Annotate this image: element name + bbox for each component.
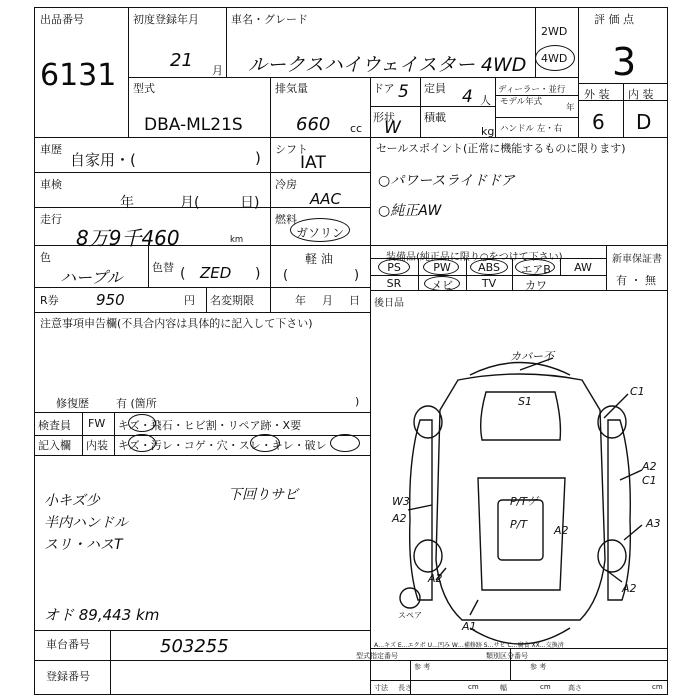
first-registration-year: 21 [170, 50, 193, 71]
note-line-2: 半内ハンドル [44, 515, 128, 531]
diagram-mark-w3: W3 [392, 495, 410, 508]
fw-label: FW [88, 417, 106, 430]
model-label: 型式 [133, 82, 155, 95]
repair-label: 修復歴 [56, 397, 89, 410]
inspection-label: 車検 [40, 178, 62, 191]
type-code-ref: 参 考 [414, 663, 431, 671]
model-value: DBA-ML21S [144, 115, 243, 135]
load-label: 積載 [424, 111, 446, 124]
category-label: 類別区分番号 [486, 652, 528, 660]
interior-items: キズ・汚レ・コゲ・穴・スレ・キレ・破レ [118, 439, 327, 452]
history-value: 自家用・( [70, 151, 136, 169]
score-value: 3 [612, 40, 637, 84]
doors-value: 5 [398, 82, 409, 102]
diagram-mark-a1: A1 [462, 620, 477, 633]
inspection-year: 年 [120, 195, 134, 211]
equip-tv: TV [481, 277, 497, 290]
mileage-unit: km [230, 235, 244, 245]
repair-close: ) [355, 395, 360, 408]
diagram-mark-a2-right: A2 [642, 460, 657, 473]
warranty-value: 有 ・ 無 [616, 274, 656, 287]
recycle-ticket-value: 950 [96, 291, 125, 309]
repair-value: 有 (箇所 [116, 397, 157, 410]
drive-2wd: 2WD [541, 25, 568, 38]
interior-check-label: 内装 [86, 439, 108, 452]
damage-legend: A…キズ E…エクボ U…凹み W…補修跡 S…サビ C…腐食 XX…交換済 [374, 642, 564, 649]
displacement-value: 660 [296, 114, 331, 135]
inspection-day: 日) [240, 195, 260, 211]
shift-value: IAT [300, 153, 326, 173]
handle-label: ハンドル 左・右 [500, 124, 563, 134]
name-grade-label: 車名・グレード [231, 13, 308, 26]
history-label: 車歴 [40, 143, 62, 156]
spare-label: スペア [398, 611, 422, 620]
color-value: ハープル [60, 268, 123, 287]
category-ref: 参 考 [530, 663, 547, 671]
first-registration-label: 初度登録年月 [133, 13, 199, 26]
equip-aw: AW [574, 261, 592, 274]
doors-label: ドア [373, 82, 395, 95]
sales-points-label: セールスポイント(正常に機能するものに限ります) [376, 142, 626, 155]
warranty-label: 新車保証書 [612, 254, 662, 265]
chassis-value: 503255 [160, 636, 229, 657]
length-unit: cm [468, 683, 479, 691]
aircon-label: 冷房 [275, 178, 297, 191]
equipment-label: 装備品(純正品に限り○をつけて下さい) [386, 252, 563, 263]
lot-number: 6131 [40, 58, 117, 93]
diagram-mark-c1-top: C1 [630, 385, 645, 398]
back-seat-label: 後日品 [374, 298, 404, 309]
width-unit: cm [540, 683, 551, 691]
mileage-label: 走行 [40, 213, 62, 226]
height-label: 高さ [568, 684, 582, 692]
equip-airbag: エアB [521, 263, 551, 276]
notes-label: 注意事項申告欄(不具合内容は具体的に記入して下さい) [40, 317, 313, 330]
mileage-value: 8万9千460 [76, 226, 180, 250]
dealer-label: ディーラー・並行 [498, 85, 566, 95]
color-label: 色 [40, 251, 51, 264]
diagram-mark-a2-rear: A2 [622, 582, 637, 595]
diagram-mark-s1: S1 [518, 395, 532, 408]
color-change-label: 色替 [152, 261, 174, 274]
history-paren-close: ) [255, 149, 261, 167]
capacity-value: 4 [462, 87, 473, 107]
diagram-mark-a3: A3 [646, 517, 661, 530]
model-year-suffix: 年 [566, 103, 575, 113]
drive-4wd: 4WD [541, 52, 568, 65]
color-paren-close: ) [255, 266, 261, 282]
diagram-mark-a2-spare: A2 [428, 572, 443, 585]
name-change-label: 名変期限 [210, 294, 254, 307]
equip-abs: ABS [478, 261, 500, 274]
model-year-label: モデル年式 [500, 97, 543, 107]
fuel-light-oil: 軽 油 [305, 252, 333, 266]
color-paren-open: ( [180, 266, 186, 282]
score-label: 評 価 点 [594, 13, 634, 26]
inspector-label: 検査員 [38, 419, 71, 432]
name-change-day: 日 [349, 294, 360, 307]
diagram-mark-a2-left: A2 [392, 512, 407, 525]
exterior-label: 外 装 [584, 88, 610, 101]
diagram-mark-cover: カバー不 [510, 350, 554, 363]
entry-label: 記入欄 [38, 439, 71, 452]
registration-label: 登録番号 [46, 670, 90, 683]
recycle-ticket-label: R券 [40, 294, 59, 307]
name-change-year: 年 [295, 294, 306, 307]
recycle-ticket-unit: 円 [184, 294, 195, 307]
diagram-mark-pt2: P/T [510, 518, 528, 531]
diagram-mark-c1-right: C1 [642, 474, 657, 487]
width-label: 幅 [500, 684, 507, 692]
displacement-unit: cc [350, 122, 363, 135]
diagram-mark-a2-center: A2 [554, 524, 569, 537]
fuel-value: ガソリン [296, 226, 345, 240]
equip-leather: カワ [525, 279, 547, 292]
equip-sr: SR [386, 277, 402, 290]
note-line-1: 小キズ少 [44, 493, 100, 509]
sales-point-2: ○純正AW [378, 203, 442, 219]
equip-pw: PW [433, 261, 451, 274]
equip-ps: PS [387, 261, 401, 274]
interior-score: D [636, 110, 652, 134]
chassis-label: 車台番号 [46, 638, 90, 651]
color-code: ZED [200, 264, 232, 282]
first-registration-month-suffix: 月 [212, 64, 223, 77]
lot-number-label: 出品番号 [40, 13, 84, 26]
fuel-paren-open: ( [283, 268, 289, 283]
note-odo: オド 89,443 km [44, 606, 160, 624]
shape-label: 形状 [373, 111, 395, 124]
sales-point-1: ○パワースライドドア [378, 173, 515, 189]
note-line-3: スリ・ハスT [44, 537, 123, 553]
capacity-unit: 人 [480, 94, 491, 107]
dimension-label: 寸法 [374, 684, 388, 692]
aircon-value: AAC [310, 190, 341, 208]
diagram-mark-pt1: P/Tゲ [510, 495, 539, 508]
type-code-label: 型式指定番号 [356, 652, 398, 660]
fw-items: キズ・飛石・ヒビ割・リペア跡・X要 [118, 419, 302, 432]
displacement-label: 排気量 [275, 82, 308, 95]
inspection-month: 月( [180, 195, 200, 211]
shape-value: W [384, 118, 401, 138]
name-change-month: 月 [322, 294, 333, 307]
exterior-score: 6 [592, 110, 605, 134]
fuel-label: 燃料 [275, 213, 297, 226]
shift-label: シフト [275, 143, 308, 156]
interior-label: 内 装 [628, 88, 654, 101]
note-side: 下回りサビ [228, 487, 298, 503]
equip-navi: メビ [431, 279, 453, 292]
load-unit: kg [481, 125, 495, 138]
length-label: 長さ [398, 684, 412, 692]
capacity-label: 定員 [424, 82, 446, 95]
height-unit: cm [652, 683, 663, 691]
fuel-paren-close: ) [354, 268, 360, 283]
name-grade-value: ルークスハイウェイスター 4WD [248, 54, 527, 76]
